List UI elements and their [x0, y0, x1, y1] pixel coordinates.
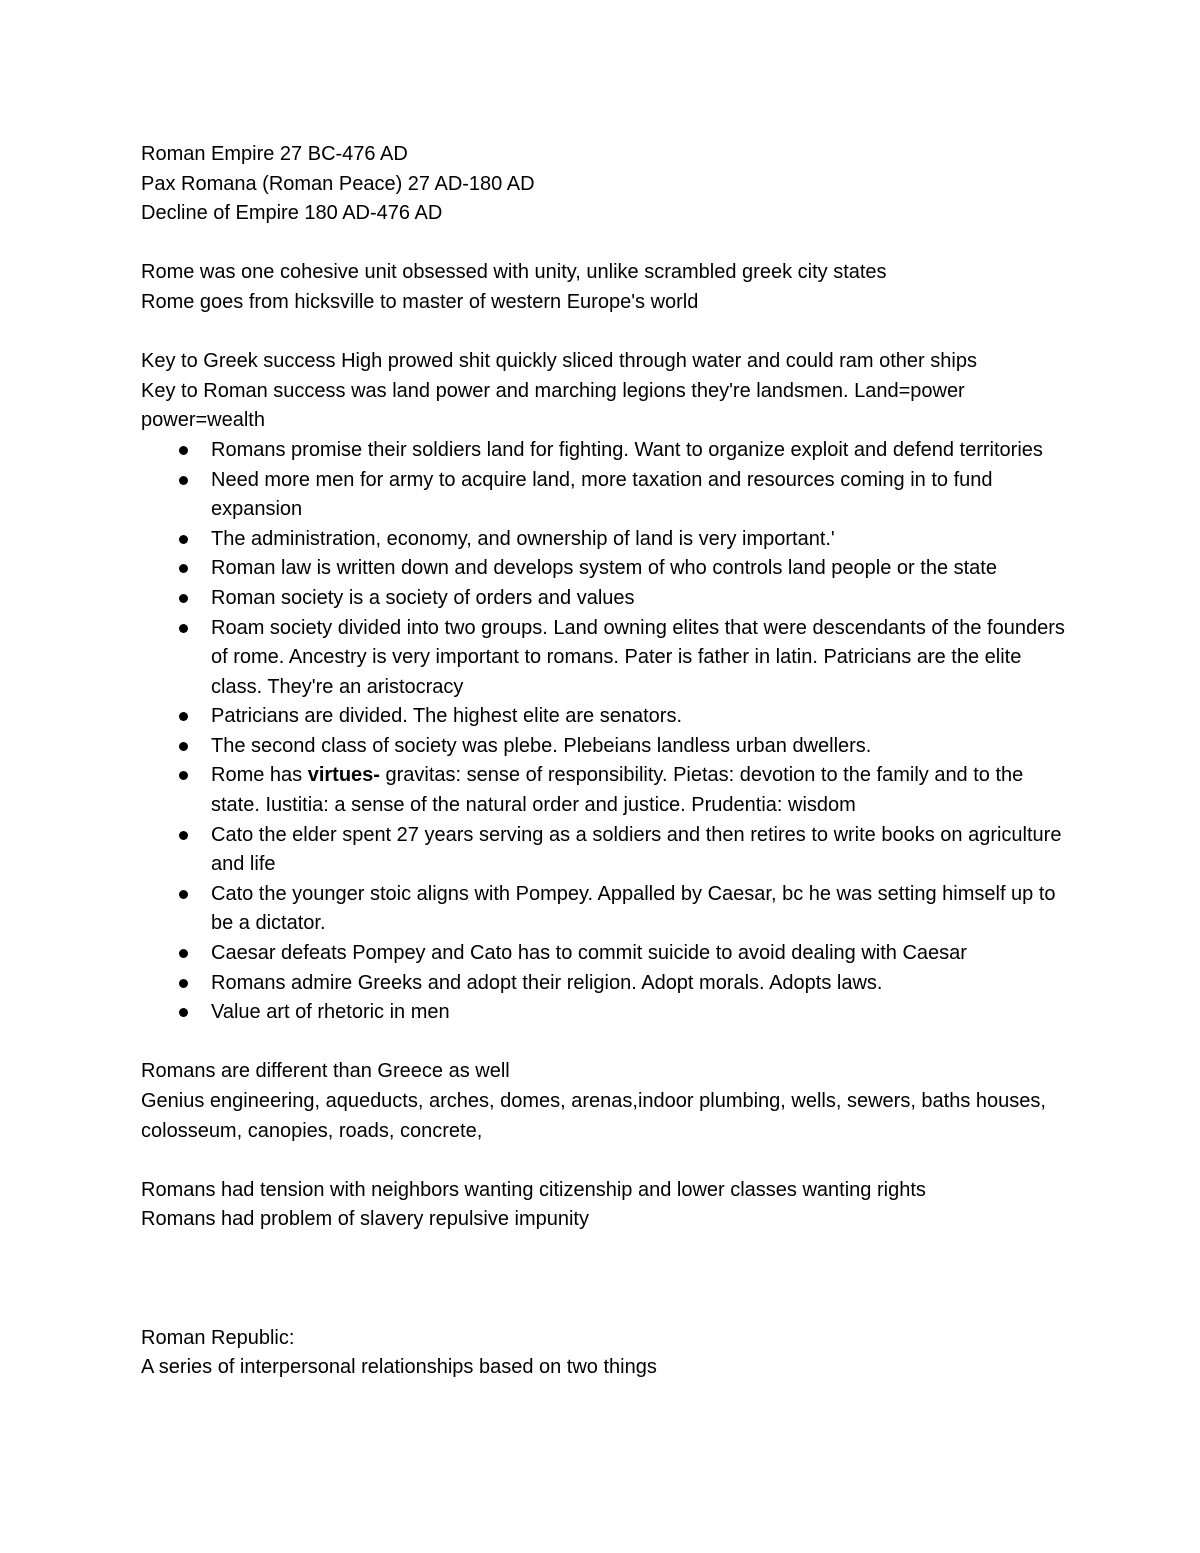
list-item-text: Value art of rhetoric in men	[211, 1001, 450, 1024]
text-line: Key to Roman success was land power and marching legions they're landsmen. Land=power power=wealth	[141, 379, 965, 432]
list-item	[141, 880, 1066, 939]
list-item	[141, 732, 1066, 762]
list-item	[141, 969, 1066, 999]
text-line: A series of interpersonal relationships based on two things	[141, 1356, 657, 1379]
text-line: Rome goes from hicksville to master of western Europe's world	[141, 290, 699, 313]
virtues-bold-label: virtues-	[307, 764, 380, 787]
list-item	[141, 554, 1066, 584]
section-heading-republic: Roman Republic:	[141, 1326, 295, 1349]
list-item	[141, 939, 1066, 969]
list-item	[141, 614, 1066, 703]
text-line: Romans are different than Greece as well	[141, 1060, 510, 1083]
bullet-icon	[179, 564, 188, 573]
list-item	[141, 436, 1066, 466]
paragraph-gap	[141, 229, 1066, 259]
list-item-text: Romans promise their soldiers land for fighting. Want to organize exploit and defend territories	[211, 438, 1043, 461]
list-item-virtues	[141, 761, 1066, 820]
document-page	[141, 140, 1066, 1383]
list-item-text: The second class of society was plebe. Plebeians landless urban dwellers.	[211, 734, 872, 757]
text-line: Genius engineering, aqueducts, arches, domes, arenas,indoor plumbing, wells, sewers, baths houses, colosseum, canopies, roads, concrete,	[141, 1090, 1046, 1142]
bullet-icon	[179, 1008, 188, 1017]
list-item-text: Cato the elder spent 27 years serving as a soldiers and then retires to write books on agriculture and life	[211, 823, 1062, 876]
date-line-pax-romana: Pax Romana (Roman Peace) 27 AD-180 AD	[141, 172, 535, 195]
list-item	[141, 821, 1066, 880]
list-item-text: Romans admire Greeks and adopt their religion. Adopt morals. Adopts laws.	[211, 971, 883, 994]
paragraph-gap	[141, 1235, 1066, 1324]
list-item-text: Roman society is a society of orders and values	[211, 586, 635, 609]
bullet-icon	[179, 949, 188, 958]
list-item-text: Roam society divided into two groups. Land owning elites that were descendants of the founders of rome. Ancestry is very important to romans. Pater is father in latin. Patricians are the elite class. They're an aristocracy	[211, 616, 1065, 698]
date-line-decline: Decline of Empire 180 AD-476 AD	[141, 202, 443, 225]
list-item	[141, 525, 1066, 555]
list-item	[141, 584, 1066, 614]
bullet-icon	[179, 979, 188, 988]
bullet-list	[141, 436, 1066, 1028]
list-item	[141, 998, 1066, 1028]
bullet-icon	[179, 831, 188, 840]
paragraph-gap	[141, 318, 1066, 348]
text-line: Rome was one cohesive unit obsessed with unity, unlike scrambled greek city states	[141, 261, 887, 284]
bullet-icon	[179, 890, 188, 899]
text-line: Key to Greek success High prowed shit quickly sliced through water and could ram other ships	[141, 350, 977, 373]
text-line: Romans had problem of slavery repulsive impunity	[141, 1208, 589, 1231]
paragraph-gap	[141, 1146, 1066, 1176]
list-item-text: Patricians are divided. The highest elite are senators.	[211, 705, 683, 728]
bullet-icon	[179, 742, 188, 751]
text-line: Romans had tension with neighbors wanting citizenship and lower classes wanting rights	[141, 1178, 926, 1201]
list-item-text: Caesar defeats Pompey and Cato has to commit suicide to avoid dealing with Caesar	[211, 942, 967, 965]
date-line-empire: Roman Empire 27 BC-476 AD	[141, 143, 408, 165]
bullet-icon	[179, 446, 188, 455]
bullet-icon	[179, 771, 188, 780]
bullet-icon	[179, 476, 188, 485]
bullet-icon	[179, 535, 188, 544]
list-item	[141, 702, 1066, 732]
bullet-icon	[179, 594, 188, 603]
list-item-text: Roman law is written down and develops system of who controls land people or the state	[211, 557, 997, 580]
list-item-text: Need more men for army to acquire land, more taxation and resources coming in to fund expansion	[211, 468, 993, 521]
virtues-text: gravitas: sense of responsibility. Pietas: devotion to the family and to the state. Iustitia: a sense of the natural order and justice. Prudentia: wisdom	[211, 764, 1024, 817]
virtues-prefix: Rome has	[211, 764, 308, 787]
bullet-icon	[179, 624, 188, 633]
list-item-text: The administration, economy, and ownership of land is very important.'	[211, 527, 835, 550]
paragraph-gap	[141, 1028, 1066, 1058]
list-item-text: Cato the younger stoic aligns with Pompey. Appalled by Caesar, bc he was setting himself up to be a dictator.	[211, 882, 1056, 935]
list-item	[141, 466, 1066, 525]
bullet-icon	[179, 712, 188, 721]
